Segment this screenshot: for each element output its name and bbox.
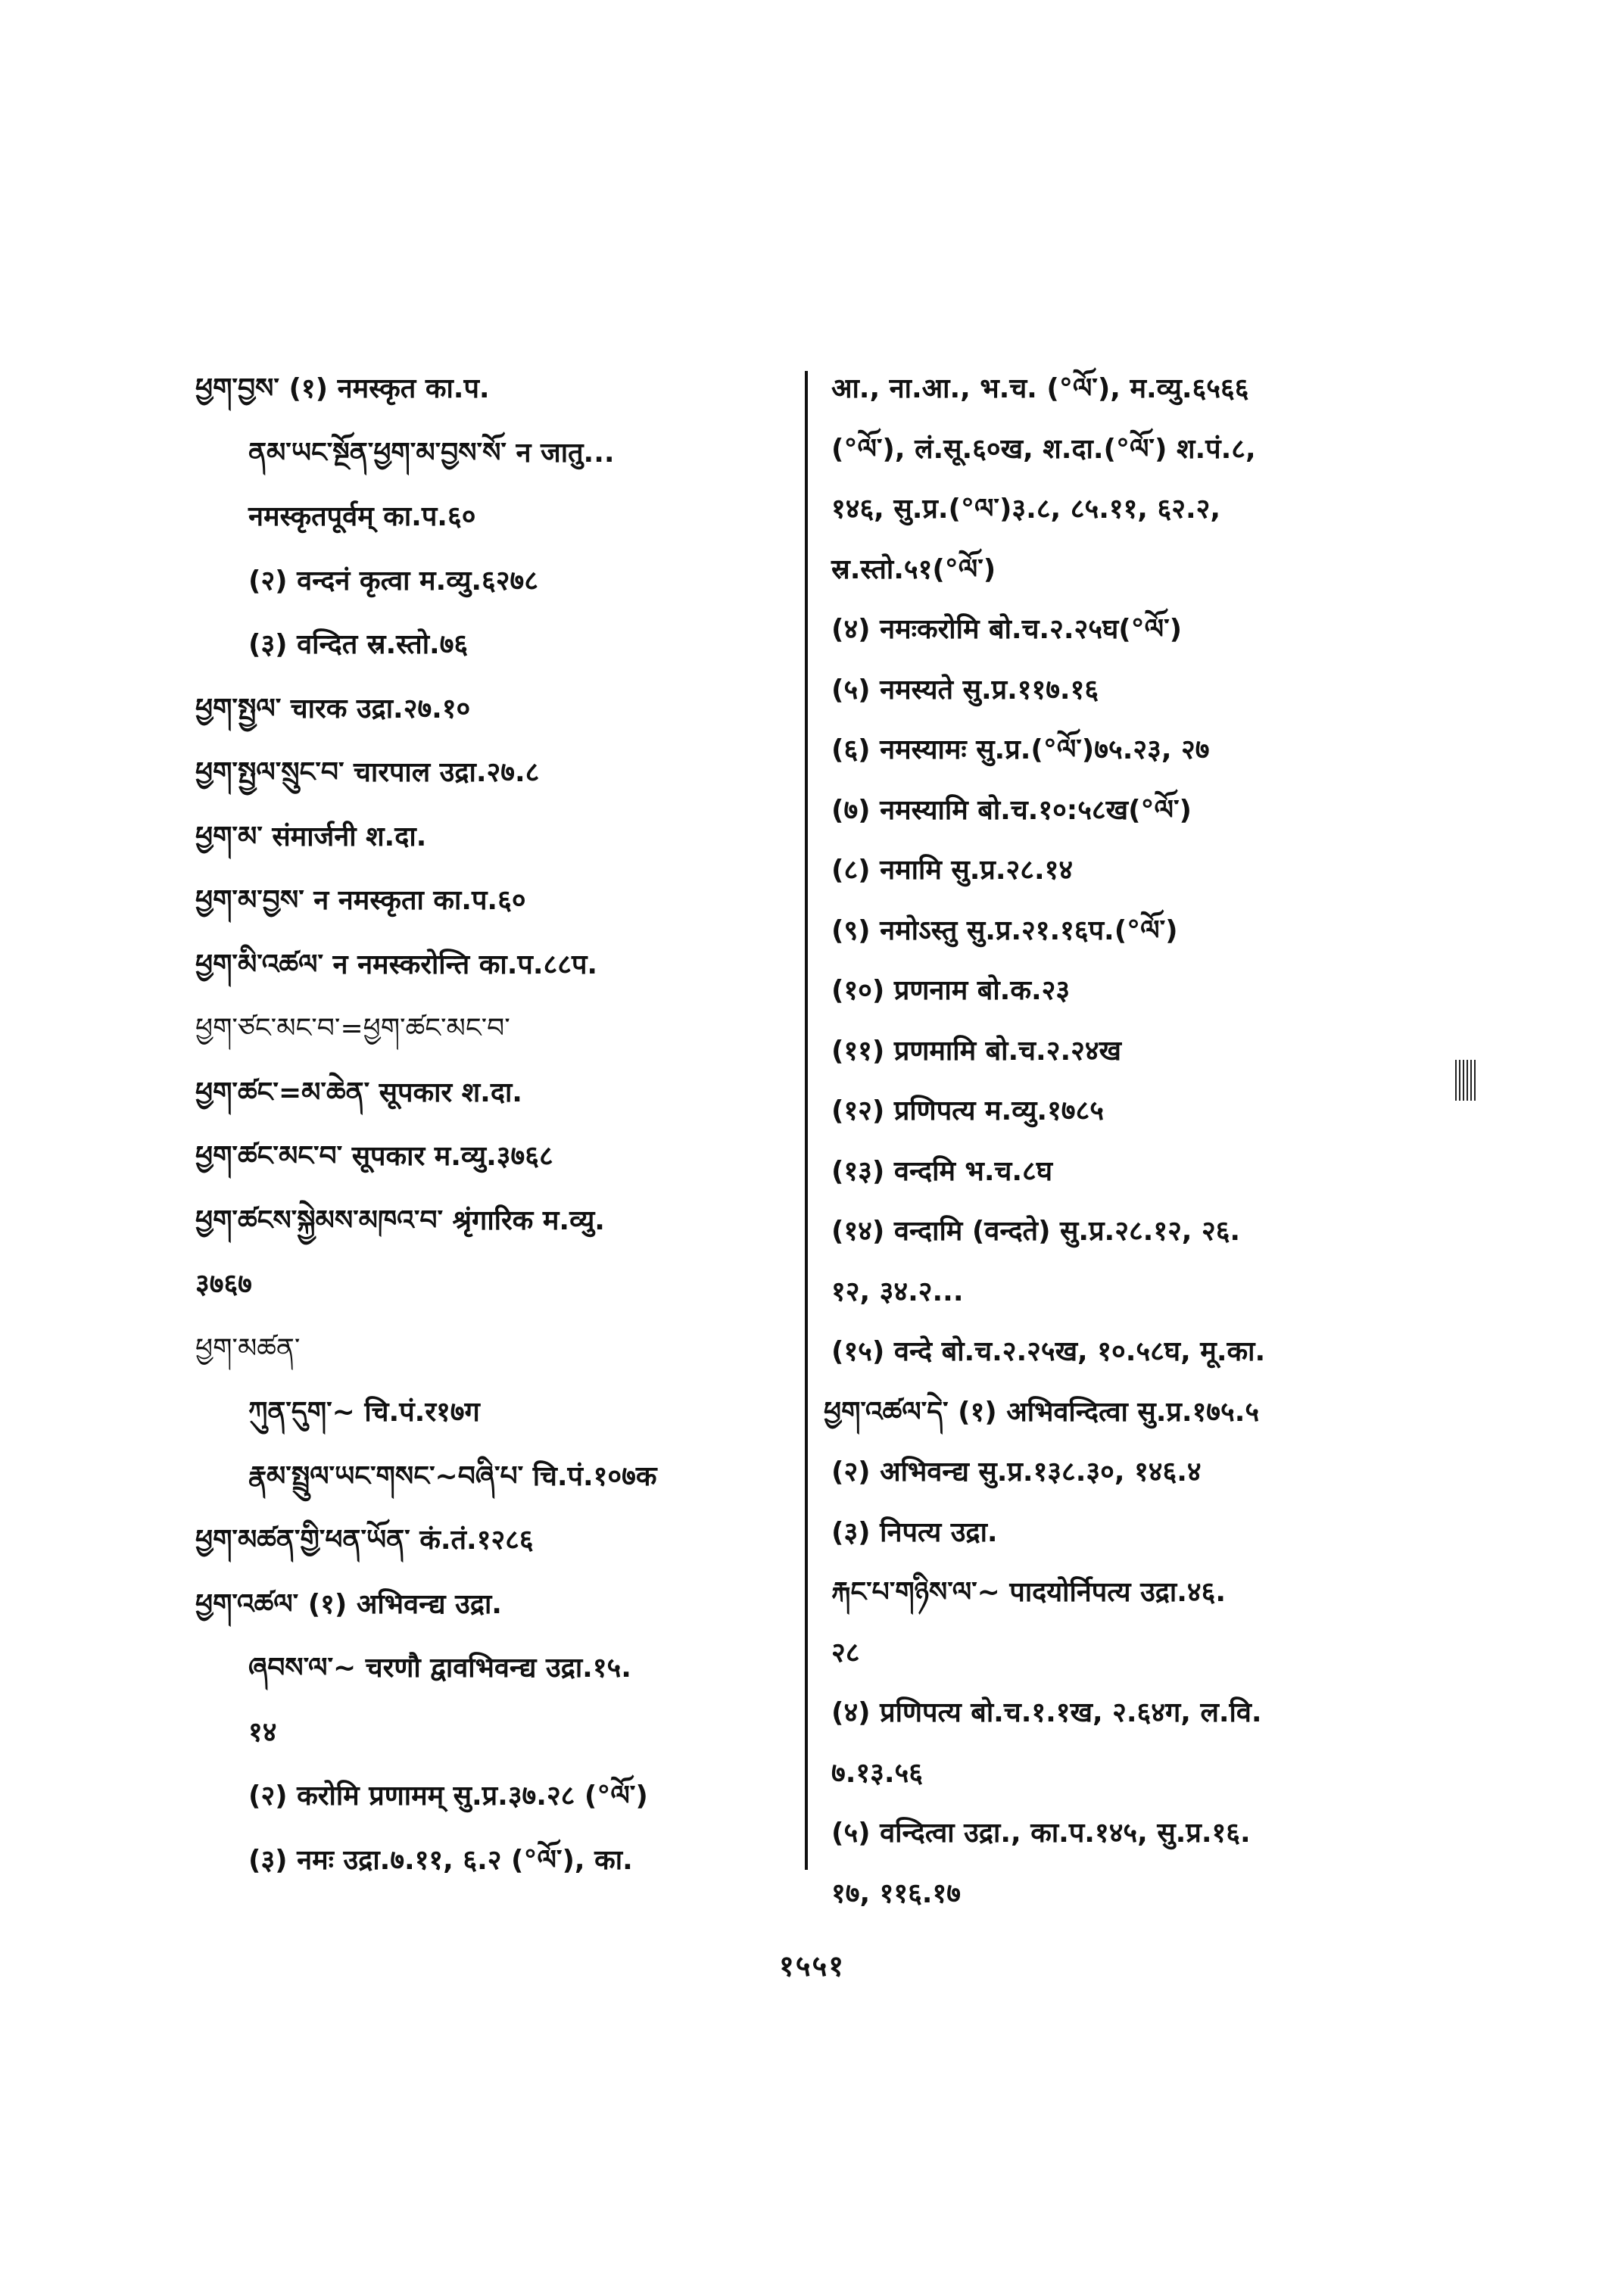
entry-line: (१३) वन्दमि भ.च.८घ bbox=[831, 1155, 1053, 1187]
entry-line: २८ bbox=[831, 1637, 860, 1668]
entry-line: ཕྱག་སྤྱལ་སྲུང་བ་ चारपाल उद्रा.२७.८ bbox=[195, 757, 540, 788]
entry-line: (२) करोमि प्रणामम् सु.प्र.३७.२८ (°ལོ་) bbox=[248, 1781, 648, 1812]
entry-line: ཕྱག་ཚང་མང་བ་ सूपकार म.व्यु.३७६८ bbox=[195, 1141, 553, 1172]
entry-line: ཞབས་ལ་~ चरणौ द्वावभिवन्द्य उद्रा.१५. bbox=[248, 1653, 631, 1684]
entry-line: (६) नमस्यामः सु.प्र.(°ལོ་)७५.२३, २७ bbox=[831, 734, 1210, 765]
entry-line: ཕྱག་འཚལ་དེ་ (१) अभिवन्दित्वा सु.प्र.१७५.५ bbox=[824, 1396, 1260, 1428]
entry-line: ཕྱག་ཚང་=མ་ཆེན་ सूपकार श.दा. bbox=[195, 1076, 522, 1108]
entry-line: རྣམ་སྤྲུལ་ཡང་གསང་~བཞི་པ་ चि.पं.१०७क bbox=[248, 1460, 657, 1492]
entry-line: १४६, सु.प्र.(°ལ་)३.८, ८५.११, ६२.२, bbox=[831, 494, 1221, 525]
entry-line: ཕྱག་བྱས་ (१) नमस्कृत का.प. bbox=[195, 373, 490, 404]
entry-line: ཕྱག་མཚན་གྱི་ཕན་ཡོན་ कं.तं.१२८६ bbox=[195, 1525, 534, 1556]
entry-line: ཕྱག་མ་ संमार्जनी श.दा. bbox=[195, 821, 427, 852]
entry-line: (२) अभिवन्द्य सु.प्र.१३८.३०, १४६.४ bbox=[831, 1456, 1202, 1488]
entry-line: (३) नमः उद्रा.७.११, ६.२ (°ལོ་), का. bbox=[248, 1844, 633, 1876]
entry-line: ཕྱག་ཚངས་སྐྱེམས་མཁའ་བ་ श्रृंगारिक म.व्यु. bbox=[195, 1204, 605, 1236]
entry-line: नमस्कृतपूर्वम् का.प.६० bbox=[248, 501, 476, 532]
entry-line: १४ bbox=[248, 1716, 277, 1748]
entry-line: (३) निपत्य उद्रा. bbox=[831, 1516, 998, 1548]
entry-line: (४) प्रणिपत्य बो.च.१.१ख, २.६४ग, ल.वि. bbox=[831, 1697, 1262, 1728]
entry-line: (५) वन्दित्वा उद्रा., का.प.१४५, सु.प्र.१६. bbox=[831, 1818, 1251, 1849]
entry-line: ३७६७ bbox=[195, 1269, 252, 1300]
entry-line: ཕྱག་མི་འཚལ་ न नमस्करोन्ति का.प.८८प. bbox=[195, 949, 598, 980]
entry-line: ७.१३.५६ bbox=[831, 1757, 923, 1789]
entry-line: ཕྱག་མཚན་ bbox=[195, 1332, 301, 1364]
entry-line: (१२) प्रणिपत्य म.व्यु.१७८५ bbox=[831, 1095, 1104, 1126]
page-number: १५५१ bbox=[778, 1949, 846, 1983]
entry-line: (१४) वन्दामि (वन्दते) सु.प्र.२८.१२, २६. bbox=[831, 1216, 1241, 1247]
entry-line: आ., ना.आ., भ.च. (°ལོ་), म.व्यु.६५६६ bbox=[831, 373, 1249, 404]
entry-line: ཕྱག་ཙང་མང་བ་=ཕྱག་ཚང་མང་བ་ bbox=[195, 1013, 510, 1044]
entry-line: (°ལོ་), लं.सू.६०ख, श.दा.(°ལོ་) श.पं.८, bbox=[831, 433, 1256, 465]
entry-line: ནམ་ཡང་སྔོན་ཕྱག་མ་བྱས་སོ་ न जातु... bbox=[248, 437, 615, 469]
entry-line: (११) प्रणमामि बो.च.२.२४ख bbox=[831, 1035, 1122, 1067]
entry-line: ཀུན་དུག་~ चि.पं.र१७ग bbox=[248, 1397, 480, 1428]
entry-line: स्र.स्तो.५१(°ལོ་) bbox=[831, 553, 996, 585]
entry-line: (३) वन्दित स्र.स्तो.७६ bbox=[248, 629, 469, 660]
entry-line: (२) वन्दनं कृत्वा म.व्यु.६२७८ bbox=[248, 565, 538, 597]
entry-line: १२, ३४.२... bbox=[831, 1276, 964, 1307]
column-divider bbox=[805, 371, 808, 1870]
entry-line: ཕྱག་མ་བྱས་ न नमस्कृता का.प.६० bbox=[195, 885, 526, 916]
entry-line: ཕྱག་སྤྱལ་ चारक उद्रा.२७.१० bbox=[195, 693, 471, 724]
entry-line: (८) नमामि सु.प्र.२८.१४ bbox=[831, 855, 1074, 886]
entry-line: (१५) वन्दे बो.च.२.२५ख, १०.५८घ, मू.का. bbox=[831, 1336, 1266, 1367]
margin-mark bbox=[1455, 1060, 1478, 1101]
entry-line: ཕྱག་འཚལ་ (१) अभिवन्द्य उद्रा. bbox=[195, 1588, 502, 1620]
entry-line: (१०) प्रणनाम बो.क.२३ bbox=[831, 975, 1071, 1006]
entry-line: (४) नमःकरोमि बो.च.२.२५घ(°ལོ་) bbox=[831, 614, 1183, 645]
entry-line: (९) नमोऽस्तु सु.प्र.२१.१६प.(°ལོ་) bbox=[831, 914, 1178, 946]
entry-line: (७) नमस्यामि बो.च.१०:५८ख(°ལོ་) bbox=[831, 794, 1192, 826]
entry-line: (५) नमस्यते सु.प्र.११७.१६ bbox=[831, 674, 1099, 706]
entry-line: རྐང་པ་གཉིས་ལ་~ पादयोर्निपत्य उद्रा.४६. bbox=[831, 1577, 1227, 1608]
entry-line: १७, ११६.१७ bbox=[831, 1877, 961, 1909]
